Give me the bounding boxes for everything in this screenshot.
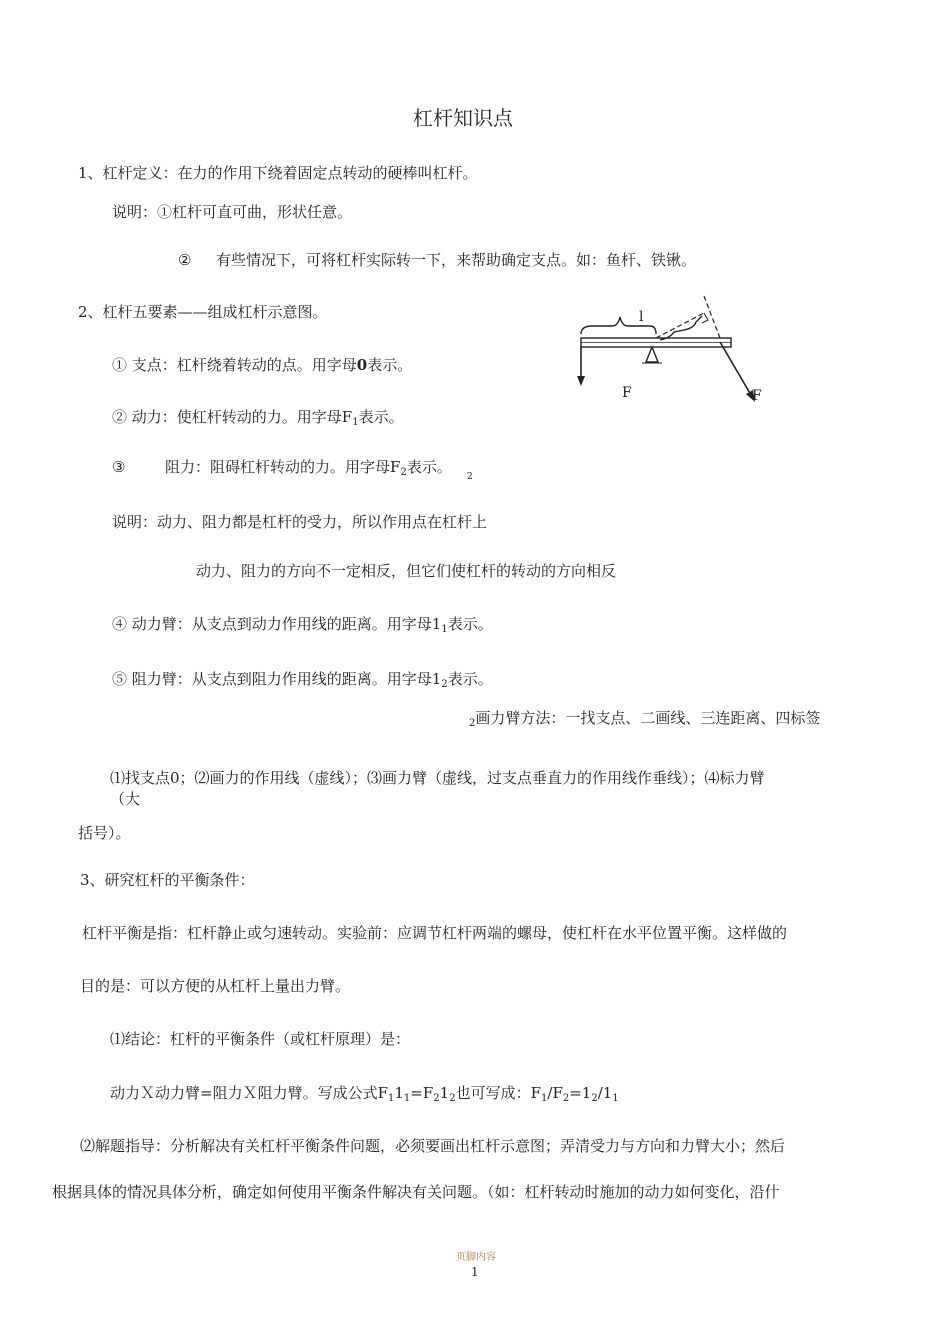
element-resistance-text: 阻力：阻碍杠杆转动的力。用字母 [165,458,391,476]
section-1-note-1: 说明：①杠杆可直可曲，形状任意。 [112,203,353,221]
element-effort-letter: F [341,408,353,426]
element-effort-arm-end: 表示。 [447,615,493,633]
element-fulcrum-letter: 0 [356,356,368,374]
section-2-note-b: 动力、阻力的方向不一定相反，但它们使杠杆的转动的方向相反 [196,562,617,580]
method-sub: 2 [469,718,476,729]
resistance-arm [656,313,708,340]
conclusion-2: ⑵解题指导：分析解决有关杠杆平衡条件问题，必须要画出杠杆示意图；弄清受力与方向和力臂大小；然后 [80,1137,786,1155]
conclusion-2-continued: 根据具体的情况具体分析，确定如何使用平衡条件解决有关问题。（如：杠杆转动时施加的动力如何变化，沿什 [52,1183,780,1201]
element-resistance-arm [112,669,493,695]
element-resistance [165,457,452,483]
method-line [469,708,820,734]
balance-formula [110,1083,619,1109]
section-3-paragraph-2: 目的是：可以方便的从杠杆上量出力臂。 [80,977,351,995]
element-effort-arm-sub: 1 [441,624,448,635]
element-fulcrum-end: 表示。 [367,356,413,374]
section-2-note-a: 说明：动力、阻力都是杠杆的受力，所以作用点在杠杆上 [112,513,488,531]
section-2-heading: 2、杠杆五要素——组成杠杆示意图。 [78,303,328,321]
effort-arm-brace [581,317,656,334]
element-resistance-number: ③ [112,458,126,476]
element-effort-arm [112,614,493,640]
conclusion-1: ⑴结论：杠杆的平衡条件（或杠杆原理）是： [110,1030,411,1048]
method-steps: ⑴找支点0；⑵画力的作用线（虚线）；⑶画力臂（虚线，过支点垂直力的作用线作垂线）；⑷标力臂 [110,769,765,787]
element-resistance-arm-sub: 2 [441,679,448,690]
formula-1: $F_11_1=F_21_2$ [377,1084,456,1104]
element-effort [112,407,404,433]
resistance-force-arrow [720,342,755,402]
element-resistance-arm-letter: 1 [431,670,442,688]
section-3-paragraph-1: 杠杆平衡是指：杠杆静止或匀速转动。实验前：应调节杠杆两端的螺母，使杠杆在水平位置平衡。这样做的 [82,924,788,942]
element-effort-text: ② 动力：使杠杆转动的力。用字母 [112,408,342,426]
element-fulcrum-text: ① 支点：杠杆绕着转动的点。用字母 [112,356,357,374]
section-1-note-2-number: ② [178,251,192,269]
formula-2: $F_1/F_2=1_2/1_1$ [530,1084,619,1104]
method-steps-end: 括号）。 [78,824,131,842]
footer-label: 页脚内容 [456,1252,496,1263]
element-resistance-sub: 2 [400,467,407,478]
effort-force-arrow [577,347,585,386]
method-text: 画力臂方法：一找支点、二画线、三连距离、四标签 [475,709,821,727]
section-3-heading: 3、研究杠杆的平衡条件： [80,871,255,889]
element-resistance-letter: F [390,458,401,476]
element-resistance-arm-text: ⑤ 阻力臂：从支点到阻力作用线的距离。用字母 [112,670,432,688]
element-effort-end: 表示。 [358,408,404,426]
label-f-right: F [752,388,762,404]
section-1-heading: 1、杠杆定义：在力的作用下绕着固定点转动的硬棒叫杠杆。 [78,164,478,182]
page-number: 1 [471,1265,479,1279]
element-fulcrum [112,355,412,375]
formula-text: 动力Ｘ动力臂=阻力Ｘ阻力臂。写成公式 [110,1084,378,1102]
label-f-left: F [622,385,632,401]
method-steps-wrap: （大 [110,790,141,808]
element-resistance-arm-end: 表示。 [447,670,493,688]
lever-bar [581,338,731,347]
element-effort-sub: 1 [352,417,359,428]
element-resistance-end: 表示。 [406,458,452,476]
label-l: l [639,309,644,325]
fulcrum-triangle [642,347,662,363]
page-title: 杠杆知识点 [413,106,513,130]
element-effort-arm-text: ④ 动力臂：从支点到动力作用线的距离。用字母 [112,615,432,633]
formula-also: 也可写成： [455,1084,531,1102]
lever-diagram [570,292,770,412]
element-effort-arm-letter: 1 [431,615,442,633]
section-1-note-2: 有些情况下，可将杠杆实际转一下，来帮助确定支点。如：鱼杆、铁锹。 [216,251,697,269]
stray-subscript: 2 [467,472,473,482]
